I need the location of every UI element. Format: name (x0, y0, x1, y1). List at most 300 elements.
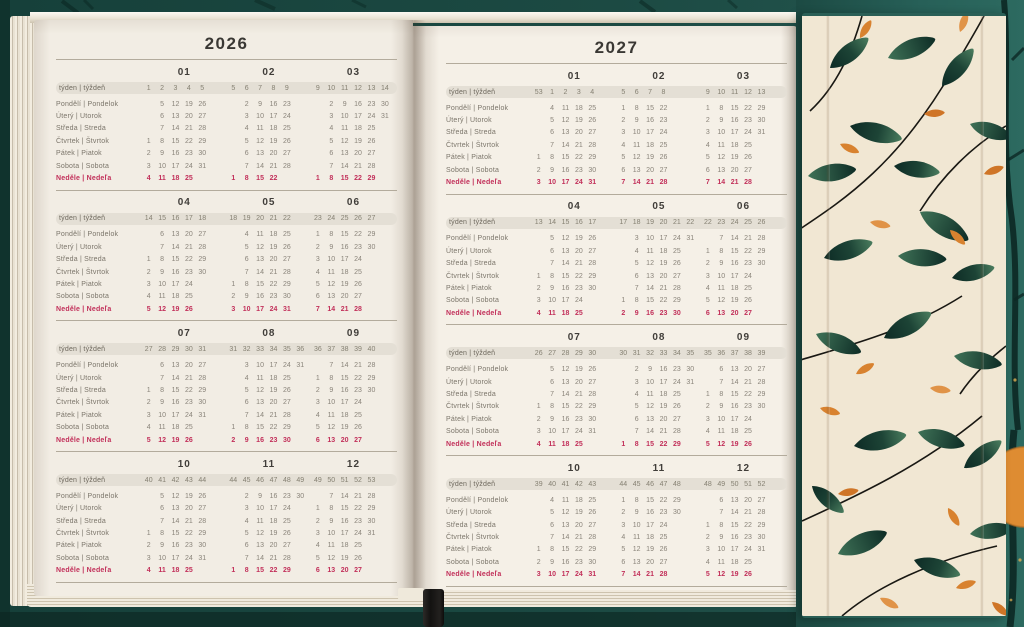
divider (446, 586, 787, 587)
day-cell: 4 (315, 542, 320, 550)
day-row (446, 544, 787, 556)
day-cell: 28 (198, 517, 207, 525)
day-cell (196, 281, 209, 288)
day-cell: 28 (659, 179, 668, 187)
day-row-label: Pátek | Piatok (56, 542, 102, 550)
day-row-label: Čtvrtek | Štvrtok (56, 268, 110, 276)
day-cell: 2 (315, 243, 320, 251)
day-cell: 4 (244, 125, 249, 133)
day-cell: 17 (340, 256, 349, 264)
day-cell (142, 375, 155, 382)
day-cell (227, 555, 240, 562)
day-cell: 27 (588, 247, 597, 255)
day-cell: 24 (574, 428, 583, 436)
day-cell: 7 (705, 179, 710, 187)
day-cell: 31 (588, 428, 597, 436)
day-cell: 14 (256, 411, 264, 419)
day-cell (196, 424, 209, 431)
day-cell: 18 (561, 440, 570, 448)
day-cell: 8 (244, 424, 249, 432)
day-cell: 15 (340, 505, 349, 513)
day-cell: 14 (561, 534, 570, 542)
day-cell: 22 (354, 374, 362, 382)
day-cell (365, 424, 378, 431)
day-cell: 13 (730, 366, 739, 374)
day-cell: 19 (269, 243, 278, 251)
day-row-label: Neděle | Nedeľa (56, 436, 112, 444)
day-cell: 23 (269, 436, 278, 444)
day-cell: 22 (184, 386, 193, 394)
day-cell (365, 256, 378, 263)
day-cell: 30 (282, 293, 291, 301)
day-row-label: Čtvrtek | Štvrtok (56, 399, 110, 407)
day-cell: 31 (588, 571, 597, 579)
week-number: 48 (703, 480, 712, 488)
day-cell: 17 (354, 113, 362, 121)
day-cell: 29 (282, 280, 291, 288)
day-cell: 30 (757, 403, 766, 411)
day-cell (294, 518, 307, 525)
day-cell: 10 (717, 546, 726, 554)
day-row-label: Středa | Streda (446, 390, 496, 398)
day-cell: 11 (256, 517, 264, 525)
day-cell: 16 (340, 386, 349, 394)
day-row (446, 307, 787, 319)
day-cell: 5 (621, 546, 626, 554)
day-cell: 2 (146, 399, 151, 407)
day-row-label: Pátek | Piatok (446, 154, 492, 162)
week-number: 20 (659, 219, 668, 227)
elastic-band (423, 589, 444, 627)
day-cell: 3 (146, 280, 151, 288)
day-cell (142, 493, 155, 500)
day-cell: 5 (146, 305, 151, 313)
day-row-label: Pátek | Piatok (446, 284, 492, 292)
day-cell (294, 555, 307, 562)
day-cell: 10 (256, 505, 264, 513)
day-cell: 21 (269, 554, 278, 562)
week-number: 25 (744, 219, 752, 227)
day-cell: 4 (634, 390, 639, 398)
day-cell: 7 (719, 235, 724, 243)
day-cell: 9 (342, 100, 347, 108)
day-cell: 13 (632, 166, 641, 174)
day-cell: 23 (354, 386, 362, 394)
day-cell: 27 (198, 505, 207, 513)
week-number: 12 (744, 88, 752, 96)
day-cell: 27 (588, 129, 597, 137)
day-cell: 14 (632, 179, 641, 187)
week-number: 38 (340, 345, 349, 353)
week-number: 19 (242, 215, 251, 223)
day-row-label: Pondělí | Pondelok (446, 496, 509, 504)
week-number: 32 (242, 345, 251, 353)
day-row (446, 376, 787, 388)
day-cell: 10 (717, 415, 726, 423)
day-cell: 25 (744, 141, 752, 149)
day-cell: 24 (659, 521, 668, 529)
day-cell: 17 (171, 554, 180, 562)
day-cell: 23 (659, 117, 668, 125)
day-cell: 31 (198, 411, 207, 419)
day-cell: 21 (269, 162, 278, 170)
day-cell: 8 (329, 231, 334, 239)
day-row (56, 565, 397, 577)
day-cell: 2 (146, 542, 151, 550)
day-cell: 9 (634, 117, 639, 125)
day-cell (227, 375, 240, 382)
day-cell (294, 387, 307, 394)
day-cell: 13 (646, 272, 654, 280)
week-number: 52 (757, 480, 766, 488)
day-row-label: Středa | Streda (56, 125, 106, 133)
day-cell: 6 (315, 436, 320, 444)
week-number: 37 (730, 349, 739, 357)
week-number: 43 (184, 476, 193, 484)
day-cell: 6 (705, 309, 710, 317)
day-cell: 8 (244, 175, 249, 183)
day-cell: 14 (561, 141, 570, 149)
day-cell (227, 113, 240, 120)
day-cell (378, 175, 391, 182)
day-cell: 25 (354, 542, 362, 550)
day-cell: 30 (672, 309, 681, 317)
day-cell: 3 (146, 411, 151, 419)
day-row (446, 556, 787, 568)
day-cell: 13 (561, 247, 570, 255)
day-cell: 21 (744, 235, 752, 243)
day-cell: 9 (160, 150, 165, 158)
day-cell: 20 (744, 496, 752, 504)
week-number: 17 (588, 219, 597, 227)
day-cell: 8 (244, 280, 249, 288)
day-cell: 8 (550, 272, 555, 280)
month-label: 07 (567, 331, 581, 343)
day-cell: 15 (646, 496, 654, 504)
day-cell: 9 (160, 268, 165, 276)
day-cell: 5 (160, 100, 165, 108)
day-cell: 11 (256, 374, 264, 382)
day-cell: 31 (588, 179, 597, 187)
day-cell: 24 (282, 505, 291, 513)
day-cell: 2 (536, 166, 541, 174)
week-number: 31 (198, 345, 207, 353)
month-block-row (56, 59, 397, 185)
day-cell (532, 117, 545, 124)
day-cell: 11 (717, 141, 725, 149)
day-cell: 12 (327, 280, 336, 288)
day-cell: 12 (256, 137, 264, 145)
day-cell: 18 (354, 125, 362, 133)
day-cell: 5 (705, 571, 710, 579)
day-cell: 25 (354, 268, 362, 276)
day-cell (280, 175, 293, 182)
day-cell: 7 (329, 492, 334, 500)
day-cell: 25 (184, 424, 193, 432)
day-cell (365, 399, 378, 406)
day-row (446, 413, 787, 425)
day-cell: 2 (315, 386, 320, 394)
day-cell: 23 (184, 399, 193, 407)
day-cell: 1 (621, 496, 626, 504)
day-cell: 30 (757, 534, 766, 542)
week-number: 29 (171, 345, 180, 353)
day-cell (684, 416, 697, 423)
day-cell: 6 (719, 496, 724, 504)
day-cell: 31 (380, 113, 389, 121)
day-cell: 1 (536, 272, 541, 280)
day-cell: 6 (329, 150, 334, 158)
day-cell (670, 522, 683, 529)
week-number: 11 (341, 84, 349, 92)
day-cell: 24 (282, 362, 291, 370)
day-cell: 13 (327, 436, 336, 444)
day-cell: 26 (184, 436, 193, 444)
day-cell (142, 231, 155, 238)
day-cell: 25 (184, 293, 193, 301)
day-cell: 23 (744, 117, 752, 125)
day-cell: 5 (705, 154, 710, 162)
day-cell: 22 (269, 424, 278, 432)
day-cell (701, 379, 714, 386)
day-cell (532, 497, 545, 504)
day-cell: 26 (588, 235, 597, 243)
day-cell: 23 (744, 260, 752, 268)
day-cell: 24 (574, 179, 583, 187)
day-cell: 3 (329, 113, 334, 121)
week-number-row (446, 217, 787, 229)
day-cell: 27 (198, 113, 207, 121)
day-cell: 15 (340, 231, 349, 239)
day-cell: 4 (146, 424, 151, 432)
day-row (446, 507, 787, 519)
month-label: 04 (567, 201, 581, 213)
day-cell (227, 542, 240, 549)
week-number: 26 (757, 219, 766, 227)
day-cell (311, 113, 324, 120)
day-cell: 25 (588, 104, 597, 112)
day-cell: 22 (659, 297, 668, 305)
day-cell: 29 (757, 247, 766, 255)
day-cell: 27 (757, 366, 766, 374)
day-cell: 26 (198, 100, 207, 108)
day-cell: 3 (536, 428, 541, 436)
day-cell (311, 101, 324, 108)
day-row (56, 490, 397, 502)
week-number: 34 (269, 345, 278, 353)
day-cell: 25 (282, 374, 291, 382)
month-label: 05 (652, 201, 666, 213)
day-cell (755, 428, 768, 435)
day-cell: 11 (717, 428, 725, 436)
day-row (56, 110, 397, 122)
day-cell: 15 (256, 175, 264, 183)
cover-notch (398, 588, 424, 600)
day-cell: 2 (705, 117, 710, 125)
week-number: 17 (184, 215, 193, 223)
day-row-label: Neděle | Nedeľa (56, 305, 112, 313)
week-row-label: týden | týždeň (59, 345, 106, 353)
divider (56, 582, 397, 583)
day-cell: 22 (744, 521, 752, 529)
day-cell: 28 (659, 571, 668, 579)
day-cell: 10 (548, 428, 556, 436)
day-cell (365, 555, 378, 562)
day-cell: 1 (536, 546, 541, 554)
day-row-label: Sobota | Sobota (446, 166, 500, 174)
day-cell: 3 (634, 235, 639, 243)
week-number: 9 (705, 88, 710, 96)
day-cell (670, 534, 683, 541)
day-cell: 27 (367, 150, 376, 158)
day-row (56, 241, 397, 253)
day-cell: 2 (705, 534, 710, 542)
week-number: 47 (269, 476, 278, 484)
day-cell: 22 (744, 247, 752, 255)
day-cell (227, 125, 240, 132)
day-row-label: Středa | Streda (446, 260, 496, 268)
day-cell: 2 (231, 436, 236, 444)
day-cell: 17 (171, 280, 180, 288)
day-row-label: Čtvrtek | Štvrtok (446, 403, 500, 411)
week-number: 24 (327, 215, 336, 223)
week-number: 51 (744, 480, 752, 488)
day-cell: 19 (574, 117, 583, 125)
week-number: 15 (158, 215, 166, 223)
week-number: 6 (634, 88, 639, 96)
week-number: 42 (171, 476, 180, 484)
day-cell: 11 (256, 231, 264, 239)
day-cell: 26 (588, 117, 597, 125)
week-number: 31 (632, 349, 641, 357)
day-cell: 4 (146, 293, 151, 301)
day-cell: 17 (730, 272, 739, 280)
day-row (56, 266, 397, 278)
week-number: 26 (354, 215, 362, 223)
day-cell: 20 (269, 150, 278, 158)
day-cell: 17 (269, 362, 278, 370)
day-cell: 11 (717, 558, 725, 566)
day-cell (755, 297, 768, 304)
day-row (446, 233, 787, 245)
day-cell: 20 (340, 436, 349, 444)
day-cell (227, 362, 240, 369)
day-cell: 5 (550, 235, 555, 243)
day-cell: 24 (184, 411, 193, 419)
day-cell: 4 (705, 284, 710, 292)
day-cell: 20 (646, 166, 654, 174)
day-cell: 12 (646, 260, 654, 268)
day-cell: 15 (256, 567, 264, 575)
day-cell: 5 (550, 366, 555, 374)
day-cell: 16 (561, 558, 570, 566)
day-cell: 12 (256, 243, 264, 251)
day-cell: 2 (146, 268, 151, 276)
day-row (446, 127, 787, 139)
day-cell: 24 (744, 546, 752, 554)
day-cell: 10 (548, 297, 556, 305)
day-cell: 2 (244, 492, 249, 500)
day-cell: 10 (158, 280, 166, 288)
day-cell: 4 (146, 567, 151, 575)
day-cell: 21 (354, 362, 362, 370)
day-cell: 25 (744, 558, 752, 566)
day-cell: 29 (198, 256, 207, 264)
day-cell: 1 (315, 505, 320, 513)
day-cell: 4 (315, 411, 320, 419)
day-cell: 28 (757, 509, 766, 517)
day-cell: 2 (536, 558, 541, 566)
day-cell: 16 (646, 117, 654, 125)
day-cell (670, 559, 683, 566)
day-row-label: Čtvrtek | Štvrtok (446, 272, 500, 280)
day-cell: 8 (550, 546, 555, 554)
week-number: 8 (661, 88, 666, 96)
day-cell: 26 (198, 492, 207, 500)
day-cell: 30 (757, 117, 766, 125)
day-cell: 15 (561, 154, 570, 162)
day-cell: 18 (730, 141, 739, 149)
day-cell: 14 (632, 571, 641, 579)
day-cell: 14 (340, 362, 349, 370)
day-cell: 29 (282, 424, 291, 432)
day-cell: 4 (536, 440, 541, 448)
day-cell (701, 366, 714, 373)
day-cell: 2 (536, 415, 541, 423)
day-cell (311, 493, 324, 500)
day-row-label: Čtvrtek | Štvrtok (446, 534, 500, 542)
day-row-label: Sobota | Sobota (56, 162, 110, 170)
week-row-label: týden | týždeň (59, 84, 106, 92)
day-row-label: Úterý | Utorok (446, 247, 492, 255)
day-cell: 6 (621, 166, 626, 174)
day-cell: 5 (329, 137, 334, 145)
day-cell: 7 (550, 141, 555, 149)
month-label: 12 (346, 458, 361, 470)
day-cell: 11 (548, 440, 556, 448)
day-cell: 23 (367, 100, 376, 108)
week-number-row (446, 86, 787, 98)
week-number: 51 (340, 476, 349, 484)
day-row (446, 139, 787, 151)
day-cell: 29 (282, 567, 291, 575)
day-cell: 17 (561, 571, 570, 579)
day-cell (196, 293, 209, 300)
day-cell: 24 (574, 571, 583, 579)
day-cell: 7 (244, 554, 249, 562)
day-cell: 24 (672, 235, 681, 243)
day-cell: 19 (730, 154, 739, 162)
day-cell: 10 (327, 399, 336, 407)
day-row (56, 359, 397, 371)
day-cell: 20 (184, 113, 193, 121)
day-cell: 5 (160, 492, 165, 500)
day-row-label: Úterý | Utorok (446, 509, 492, 517)
week-number: 48 (282, 476, 291, 484)
month-label: 11 (652, 462, 666, 474)
day-cell (142, 518, 155, 525)
day-cell: 13 (327, 293, 336, 301)
day-cell: 21 (184, 374, 193, 382)
month-label: 03 (346, 66, 361, 78)
week-number: 28 (561, 349, 570, 357)
day-cell: 19 (171, 305, 180, 313)
day-cell: 9 (329, 243, 334, 251)
day-cell (227, 530, 240, 537)
day-cell: 4 (634, 247, 639, 255)
day-cell: 15 (561, 546, 570, 554)
day-row-label: Neděle | Nedeľa (56, 567, 112, 575)
